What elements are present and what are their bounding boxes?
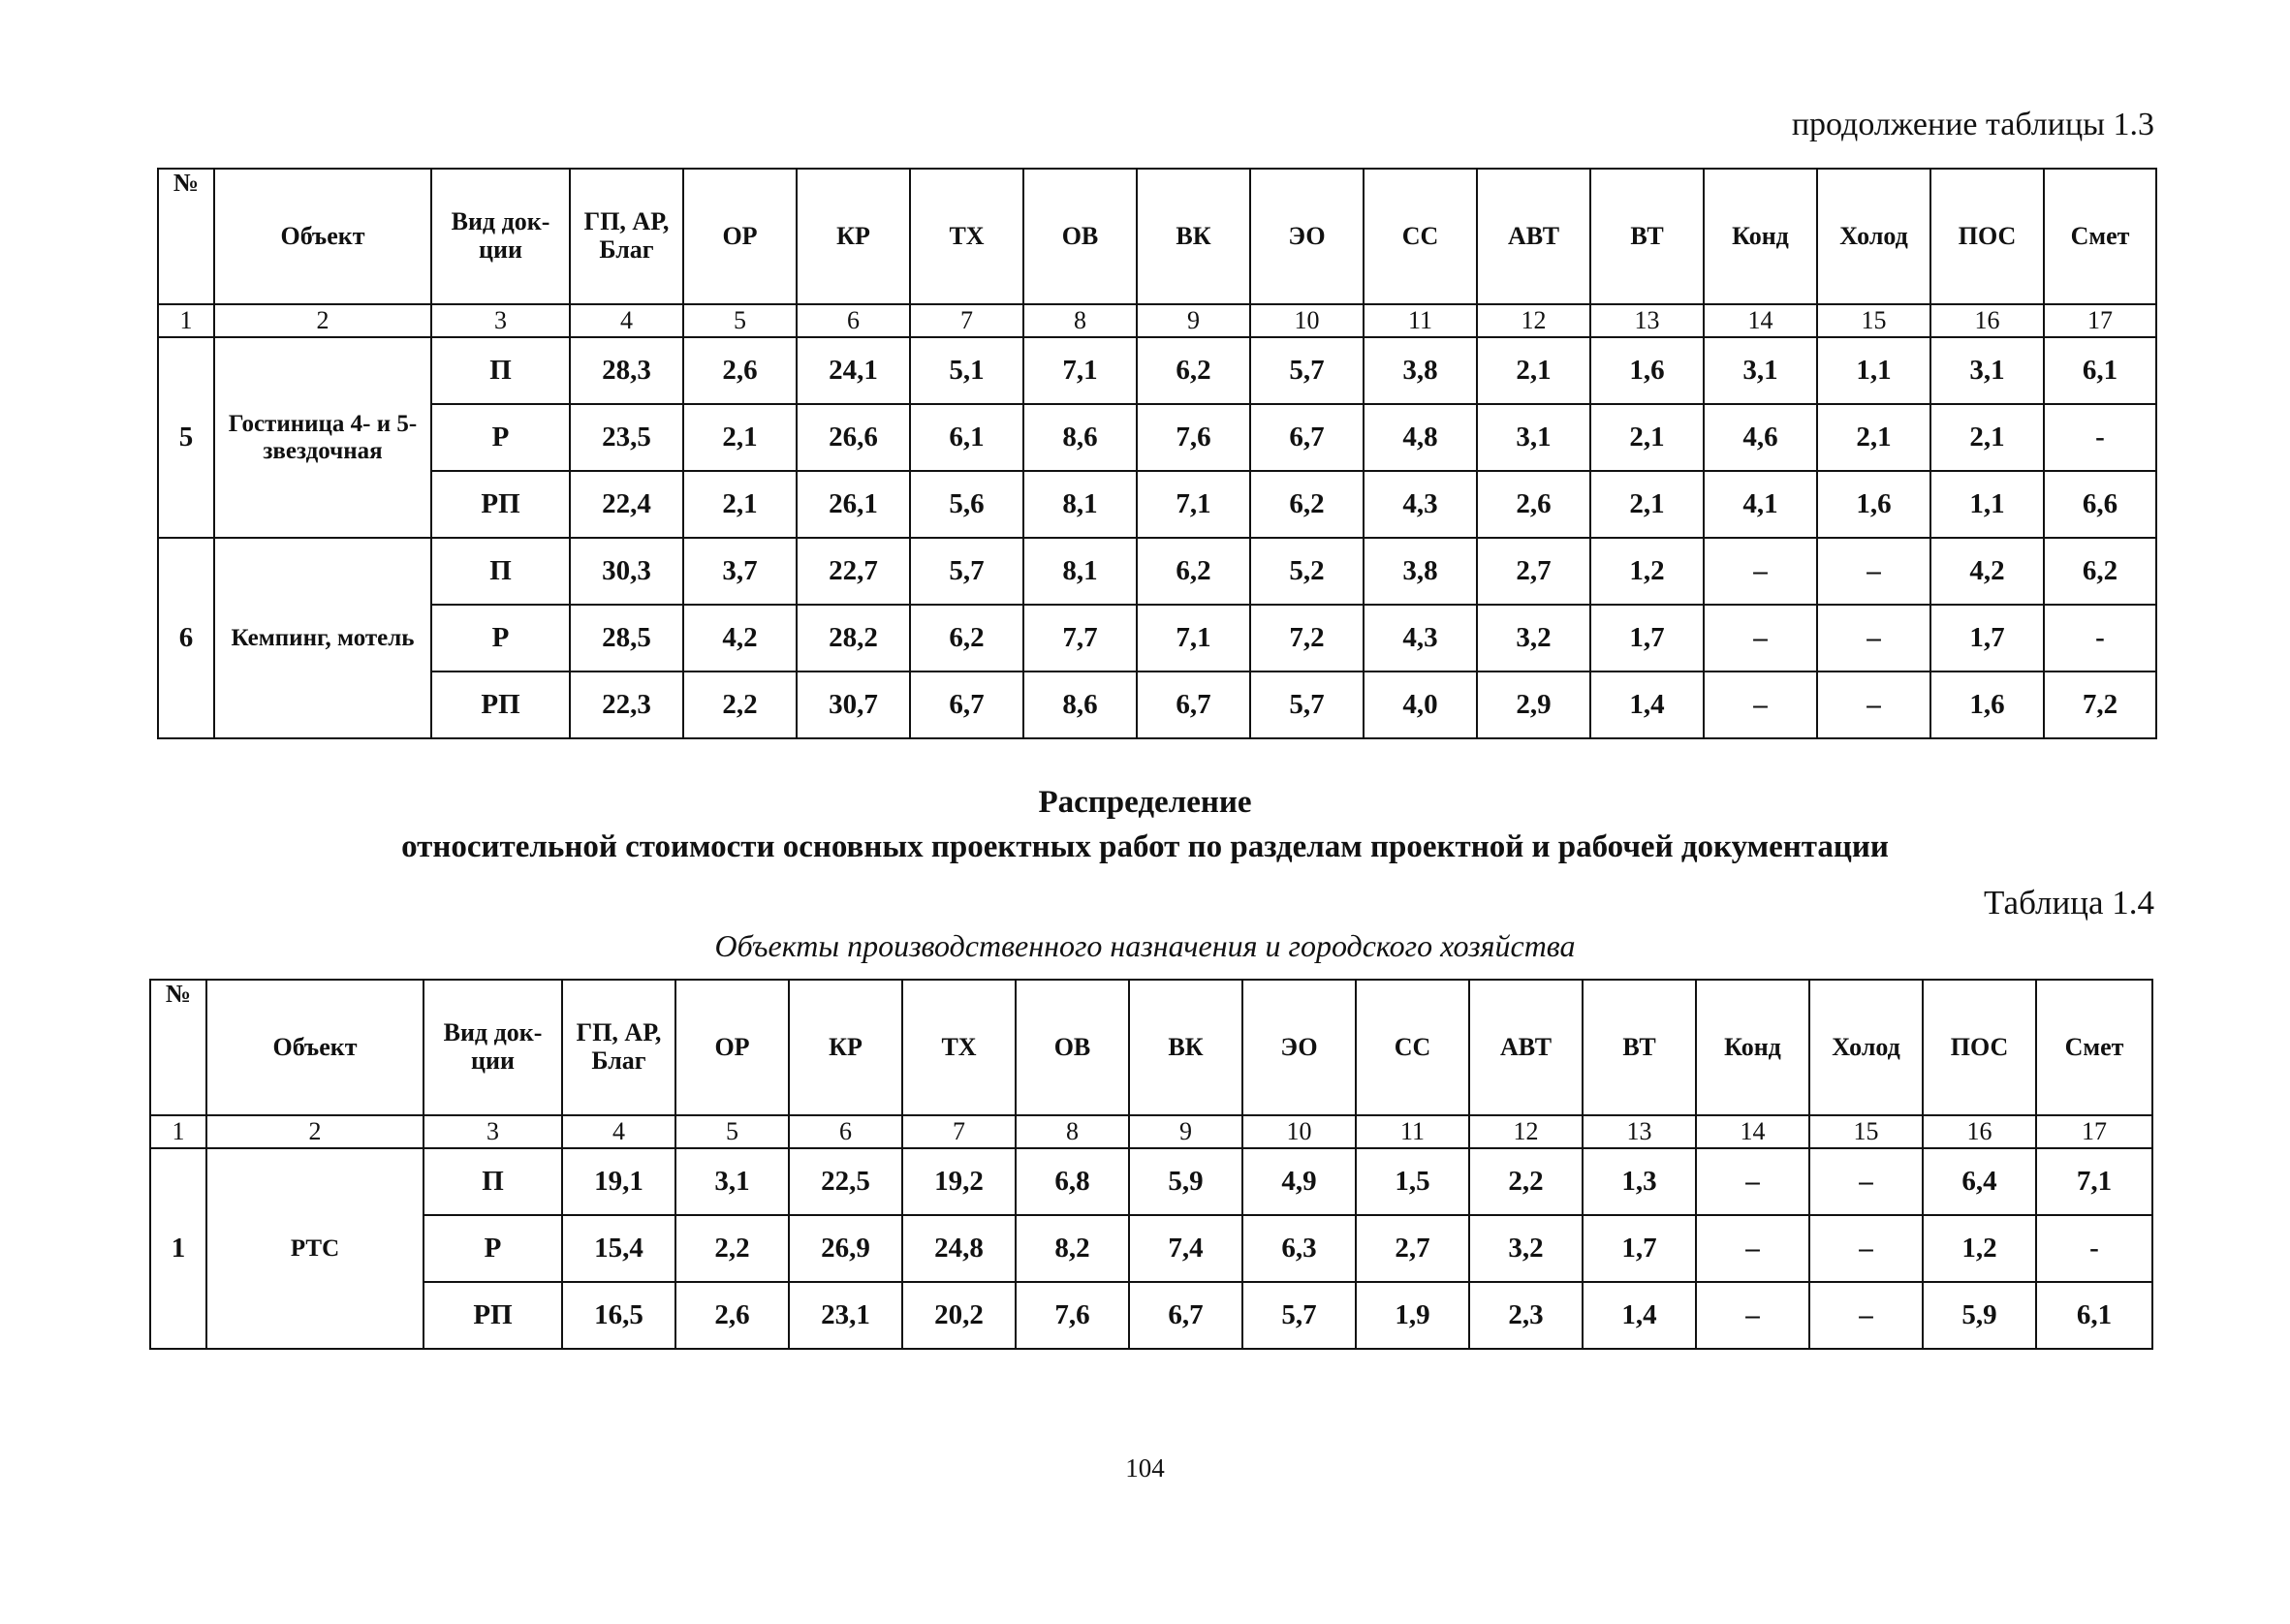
column-header: ВК: [1129, 980, 1242, 1115]
value-cell: 1,4: [1583, 1282, 1696, 1349]
table-row: [150, 1282, 2152, 1349]
value-cell: –: [1817, 671, 1930, 738]
value-cell: -: [2044, 605, 2156, 671]
value-cell: 24,8: [902, 1215, 1016, 1282]
value-cell: 3,2: [1469, 1215, 1583, 1282]
value-cell: 8,1: [1023, 538, 1137, 605]
value-cell: –: [1704, 605, 1817, 671]
column-header: КР: [789, 980, 902, 1115]
value-cell: 2,6: [683, 337, 797, 404]
column-number: 6: [797, 304, 910, 337]
column-header: СС: [1356, 980, 1469, 1115]
column-header: АВТ: [1477, 169, 1590, 304]
column-number: 7: [910, 304, 1023, 337]
column-header: ОР: [683, 169, 797, 304]
row-number: 1: [150, 1148, 206, 1349]
column-header: Холод: [1817, 169, 1930, 304]
value-cell: 1,7: [1583, 1215, 1696, 1282]
value-cell: 19,1: [562, 1148, 675, 1215]
value-cell: 7,4: [1129, 1215, 1242, 1282]
table-row: [158, 404, 2156, 471]
value-cell: 5,9: [1129, 1148, 1242, 1215]
value-cell: 16,5: [562, 1282, 675, 1349]
value-cell: 3,1: [1930, 337, 2044, 404]
value-cell: 15,4: [562, 1215, 675, 1282]
continuation-caption: продолжение таблицы 1.3: [1791, 107, 2154, 142]
object-name: Гостиница 4- и 5- звездочная: [214, 337, 431, 538]
value-cell: 6,7: [1129, 1282, 1242, 1349]
column-number: 1: [150, 1115, 206, 1148]
table-1-3-body: [158, 169, 2156, 738]
value-cell: 4,8: [1364, 404, 1477, 471]
column-number: 15: [1809, 1115, 1923, 1148]
value-cell: 2,1: [683, 471, 797, 538]
column-header: ВТ: [1583, 980, 1696, 1115]
value-cell: 1,7: [1930, 605, 2044, 671]
header-row: [158, 169, 2156, 304]
value-cell: 7,7: [1023, 605, 1137, 671]
value-cell: 1,4: [1590, 671, 1704, 738]
column-header: Конд: [1696, 980, 1809, 1115]
value-cell: 2,7: [1477, 538, 1590, 605]
column-number: 5: [683, 304, 797, 337]
value-cell: 6,1: [2044, 337, 2156, 404]
column-header: ОВ: [1016, 980, 1129, 1115]
value-cell: 6,7: [1137, 671, 1250, 738]
column-header: ЭО: [1250, 169, 1364, 304]
value-cell: 1,9: [1356, 1282, 1469, 1349]
value-cell: 6,7: [910, 671, 1023, 738]
section-heading: Распределение: [1038, 785, 1252, 820]
value-cell: –: [1696, 1215, 1809, 1282]
column-header: Объект: [214, 169, 431, 304]
value-cell: 6,2: [1250, 471, 1364, 538]
value-cell: 6,2: [910, 605, 1023, 671]
header-row: [150, 980, 2152, 1115]
value-cell: 2,1: [1930, 404, 2044, 471]
column-number: 6: [789, 1115, 902, 1148]
value-cell: 2,9: [1477, 671, 1590, 738]
doc-type: Р: [423, 1215, 562, 1282]
column-number: 15: [1817, 304, 1930, 337]
column-number: 3: [423, 1115, 562, 1148]
column-number: 5: [675, 1115, 789, 1148]
value-cell: 3,2: [1477, 605, 1590, 671]
value-cell: 7,2: [1250, 605, 1364, 671]
value-cell: 7,1: [2036, 1148, 2152, 1215]
value-cell: 2,2: [683, 671, 797, 738]
column-number-row: [150, 1115, 2152, 1148]
value-cell: 7,1: [1137, 471, 1250, 538]
column-number: 14: [1704, 304, 1817, 337]
value-cell: 4,2: [683, 605, 797, 671]
column-number: 8: [1016, 1115, 1129, 1148]
value-cell: 2,1: [1590, 404, 1704, 471]
column-number: 13: [1590, 304, 1704, 337]
table-1-4-body: [150, 980, 2152, 1349]
value-cell: -: [2044, 404, 2156, 471]
value-cell: 23,5: [570, 404, 683, 471]
value-cell: 1,6: [1590, 337, 1704, 404]
value-cell: 6,7: [1250, 404, 1364, 471]
page-number: 104: [1125, 1453, 1165, 1483]
value-cell: 23,1: [789, 1282, 902, 1349]
value-cell: 28,3: [570, 337, 683, 404]
value-cell: 24,1: [797, 337, 910, 404]
value-cell: 6,3: [1242, 1215, 1356, 1282]
value-cell: 22,4: [570, 471, 683, 538]
column-number: 3: [431, 304, 570, 337]
value-cell: 1,6: [1817, 471, 1930, 538]
value-cell: 26,1: [797, 471, 910, 538]
value-cell: 1,2: [1923, 1215, 2036, 1282]
table-row: [158, 471, 2156, 538]
column-header: Холод: [1809, 980, 1923, 1115]
doc-type: П: [431, 538, 570, 605]
table-1-3: [157, 168, 2157, 739]
value-cell: 1,7: [1590, 605, 1704, 671]
value-cell: 6,1: [910, 404, 1023, 471]
column-number: 9: [1137, 304, 1250, 337]
column-number: 16: [1930, 304, 2044, 337]
value-cell: 4,1: [1704, 471, 1817, 538]
value-cell: 5,9: [1923, 1282, 2036, 1349]
column-header: КР: [797, 169, 910, 304]
value-cell: 3,1: [675, 1148, 789, 1215]
value-cell: –: [1809, 1215, 1923, 1282]
column-header: ТХ: [910, 169, 1023, 304]
value-cell: 8,2: [1016, 1215, 1129, 1282]
doc-type: П: [423, 1148, 562, 1215]
value-cell: –: [1809, 1282, 1923, 1349]
table-label: Таблица 1.4: [1984, 884, 2154, 921]
value-cell: 3,1: [1704, 337, 1817, 404]
value-cell: 7,6: [1137, 404, 1250, 471]
column-number: 8: [1023, 304, 1137, 337]
value-cell: 1,3: [1583, 1148, 1696, 1215]
column-header: ОВ: [1023, 169, 1137, 304]
value-cell: 4,2: [1930, 538, 2044, 605]
value-cell: 3,1: [1477, 404, 1590, 471]
table-row: [150, 1148, 2152, 1215]
value-cell: 1,5: [1356, 1148, 1469, 1215]
column-number: 11: [1356, 1115, 1469, 1148]
value-cell: –: [1696, 1148, 1809, 1215]
object-name: РТС: [206, 1148, 423, 1349]
value-cell: 2,1: [1817, 404, 1930, 471]
column-header: ОР: [675, 980, 789, 1115]
doc-type: РП: [431, 671, 570, 738]
column-number-row: [158, 304, 2156, 337]
value-cell: 5,6: [910, 471, 1023, 538]
value-cell: 6,2: [2044, 538, 2156, 605]
column-number: 2: [214, 304, 431, 337]
value-cell: 5,1: [910, 337, 1023, 404]
column-header: ПОС: [1930, 169, 2044, 304]
value-cell: 6,2: [1137, 337, 1250, 404]
value-cell: 5,7: [1250, 337, 1364, 404]
column-number: 16: [1923, 1115, 2036, 1148]
column-header: СС: [1364, 169, 1477, 304]
value-cell: 1,2: [1590, 538, 1704, 605]
value-cell: –: [1696, 1282, 1809, 1349]
value-cell: 8,6: [1023, 404, 1137, 471]
value-cell: 30,3: [570, 538, 683, 605]
value-cell: 3,8: [1364, 538, 1477, 605]
column-header: ТХ: [902, 980, 1016, 1115]
value-cell: 4,6: [1704, 404, 1817, 471]
row-number: 5: [158, 337, 214, 538]
value-cell: 5,7: [1250, 671, 1364, 738]
value-cell: 5,7: [1242, 1282, 1356, 1349]
table-row: [150, 1215, 2152, 1282]
column-header: ПОС: [1923, 980, 2036, 1115]
column-header: Смет: [2044, 169, 2156, 304]
value-cell: 26,6: [797, 404, 910, 471]
column-header: ВТ: [1590, 169, 1704, 304]
value-cell: –: [1704, 671, 1817, 738]
value-cell: 2,1: [1477, 337, 1590, 404]
column-header: Смет: [2036, 980, 2152, 1115]
value-cell: 4,3: [1364, 471, 1477, 538]
value-cell: 3,7: [683, 538, 797, 605]
value-cell: -: [2036, 1215, 2152, 1282]
value-cell: 30,7: [797, 671, 910, 738]
value-cell: 7,1: [1137, 605, 1250, 671]
value-cell: 2,6: [1477, 471, 1590, 538]
column-number: 17: [2044, 304, 2156, 337]
value-cell: 4,9: [1242, 1148, 1356, 1215]
value-cell: 2,1: [1590, 471, 1704, 538]
column-number: 10: [1250, 304, 1364, 337]
value-cell: 8,6: [1023, 671, 1137, 738]
value-cell: 4,0: [1364, 671, 1477, 738]
object-name: Кемпинг, мотель: [214, 538, 431, 738]
column-header: Вид док-ции: [431, 169, 570, 304]
table-row: [158, 671, 2156, 738]
value-cell: 22,5: [789, 1148, 902, 1215]
column-number: 4: [562, 1115, 675, 1148]
value-cell: 3,8: [1364, 337, 1477, 404]
value-cell: 26,9: [789, 1215, 902, 1282]
table-1-4: [149, 979, 2153, 1350]
column-number: 11: [1364, 304, 1477, 337]
column-number: 12: [1477, 304, 1590, 337]
value-cell: 7,2: [2044, 671, 2156, 738]
value-cell: 2,2: [1469, 1148, 1583, 1215]
row-number: 6: [158, 538, 214, 738]
value-cell: 2,1: [683, 404, 797, 471]
value-cell: 6,8: [1016, 1148, 1129, 1215]
column-number: 7: [902, 1115, 1016, 1148]
value-cell: –: [1817, 605, 1930, 671]
column-number: 4: [570, 304, 683, 337]
value-cell: –: [1704, 538, 1817, 605]
value-cell: 22,7: [797, 538, 910, 605]
value-cell: 6,6: [2044, 471, 2156, 538]
column-header: Объект: [206, 980, 423, 1115]
column-number: 9: [1129, 1115, 1242, 1148]
doc-type: РП: [423, 1282, 562, 1349]
table-subtitle: Объекты производственного назначения и городского хозяйства: [714, 928, 1576, 963]
column-number: 2: [206, 1115, 423, 1148]
table-row: [158, 605, 2156, 671]
value-cell: 2,2: [675, 1215, 789, 1282]
column-number: 13: [1583, 1115, 1696, 1148]
value-cell: 4,3: [1364, 605, 1477, 671]
doc-type: П: [431, 337, 570, 404]
column-header: ГП, АР, Благ: [570, 169, 683, 304]
column-header: №: [158, 169, 214, 304]
column-number: 17: [2036, 1115, 2152, 1148]
value-cell: 1,1: [1817, 337, 1930, 404]
section-heading-subline: относительной стоимости основных проектных работ по разделам проектной и рабочей документации: [401, 829, 1889, 864]
column-header: Вид док-ции: [423, 980, 562, 1115]
column-header: ЭО: [1242, 980, 1356, 1115]
column-number: 14: [1696, 1115, 1809, 1148]
value-cell: 5,2: [1250, 538, 1364, 605]
value-cell: 8,1: [1023, 471, 1137, 538]
doc-type: Р: [431, 605, 570, 671]
doc-type: РП: [431, 471, 570, 538]
column-number: 10: [1242, 1115, 1356, 1148]
column-header: ВК: [1137, 169, 1250, 304]
value-cell: 6,4: [1923, 1148, 2036, 1215]
value-cell: –: [1817, 538, 1930, 605]
column-number: 1: [158, 304, 214, 337]
column-number: 12: [1469, 1115, 1583, 1148]
value-cell: 2,3: [1469, 1282, 1583, 1349]
value-cell: 28,5: [570, 605, 683, 671]
doc-type: Р: [431, 404, 570, 471]
column-header: ГП, АР, Благ: [562, 980, 675, 1115]
value-cell: 22,3: [570, 671, 683, 738]
value-cell: 2,7: [1356, 1215, 1469, 1282]
value-cell: 20,2: [902, 1282, 1016, 1349]
value-cell: 1,1: [1930, 471, 2044, 538]
column-header: №: [150, 980, 206, 1115]
value-cell: 5,7: [910, 538, 1023, 605]
value-cell: 6,2: [1137, 538, 1250, 605]
value-cell: –: [1809, 1148, 1923, 1215]
value-cell: 19,2: [902, 1148, 1016, 1215]
value-cell: 7,6: [1016, 1282, 1129, 1349]
value-cell: 2,6: [675, 1282, 789, 1349]
column-header: АВТ: [1469, 980, 1583, 1115]
value-cell: 28,2: [797, 605, 910, 671]
value-cell: 7,1: [1023, 337, 1137, 404]
table-row: [158, 538, 2156, 605]
column-header: Конд: [1704, 169, 1817, 304]
value-cell: 1,6: [1930, 671, 2044, 738]
table-row: [158, 337, 2156, 404]
value-cell: 6,1: [2036, 1282, 2152, 1349]
